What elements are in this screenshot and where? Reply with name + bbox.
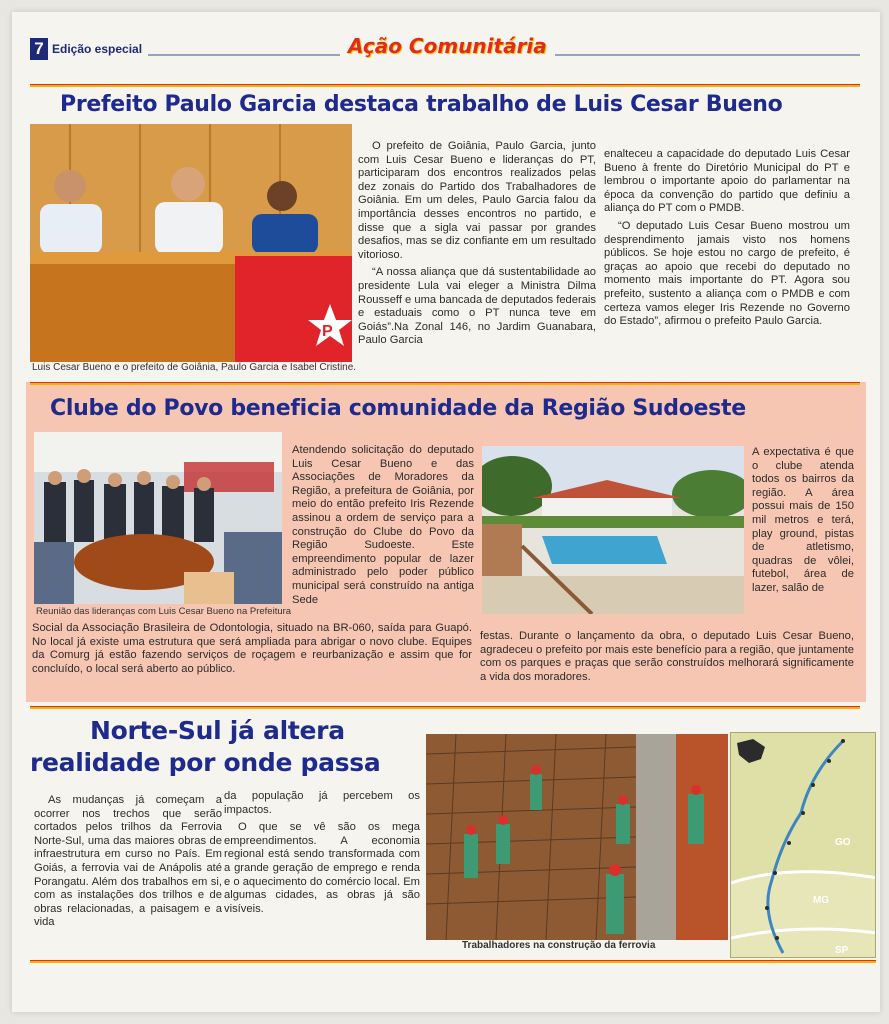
article2-col2-cont: festas. Durante o lançamento da obra, o deputado Luis Cesar Bueno, agradeceu o prefeito por mais este benefício para a região, que juntamente com os parques e praças que serão construídos melhorará significamente a vida dos moradores. <box>480 630 854 683</box>
article1-col1-para1: O prefeito de Goiânia, Paulo Garcia, junto com Luis Cesar Bueno e lideranças do PT, participaram dos encontros realizados pelas dez zonais do Partido dos Trabalhadores de Goiânia. Em um deles, Paulo Garcia falou da importância desses encontros no partido, e disse que a sigla vai passar por grandes desafios, mas se diz confiante em um resultado vitorioso. <box>358 140 596 261</box>
article3-caption: Trabalhadores na construção da ferrovia <box>462 940 656 951</box>
map-label-sp: SP <box>835 945 849 956</box>
map-label-mg: MG <box>813 895 830 906</box>
page-number: 7 <box>30 38 48 60</box>
map-label-go: GO <box>835 837 851 848</box>
railway-map <box>730 732 876 958</box>
article3-headline-line2: realidade por onde passa <box>30 748 381 777</box>
article3-col2 <box>224 790 420 920</box>
article1-headline: Prefeito Paulo Garcia destaca trabalho de Luis Cesar Bueno <box>60 92 783 117</box>
article1-caption: Luis Cesar Bueno e o prefeito de Goiânia, Paulo Garcia e Isabel Cristine. <box>32 362 357 373</box>
article2-col2: A expectativa é que o clube atenda todos os bairros da região. A área possui mais de 150 mil metros e terá, play ground, pistas de atletismo, quadras de vôlei, futebol, área de lazer, salão de <box>752 446 854 594</box>
article2-col1: Atendendo solicitação do deputado Luis Cesar Bueno e das Associações de Moradores da Região, a prefeitura de Goiânia, por meio do então prefeito Iris Rezende assinou a ordem de serviço para a construção do Clube do Povo da Região Sudoeste. Este empreendimento popular de lazer administrado pelo poder público municipal será construído na antiga Sede <box>292 444 474 606</box>
page-header <box>30 34 860 66</box>
article3-rule-top <box>30 706 860 709</box>
article1-col1 <box>358 140 596 352</box>
article3-photo-railway <box>426 734 728 940</box>
article2-col1-cont: Social da Associação Brasileira de Odontologia, situado na BR-060, saída para Guapó. No local já existe uma estrutura que será ampliada para abrigar o novo clube. Equipes da Comurg já estão fazendo serviços de roçagem e reurbanização e assim que for concluído, o local será aberto ao público. <box>32 622 472 675</box>
article1-col2 <box>604 148 850 333</box>
headline-rule-top <box>30 84 860 87</box>
bottom-rule <box>30 960 876 963</box>
edition-label: Edição especial <box>52 42 143 56</box>
article1-col2-para2: “O deputado Luis Cesar Bueno mostrou um desprendimento jamais visto nos homens públicos. Se hoje estou no cargo de prefeito, é graças ao apoio que recebi do deputado no momento mais importante do PT. Agora sou prefeito, sustento a aliança com o PMDB e com certeza vamos eleger Iris Rezende no Governo do Estado”, afirmou o prefeito Paulo Garcia. <box>604 219 850 328</box>
article1-photo <box>30 124 352 362</box>
article1-col1-para2: “A nossa aliança que dá sustentabilidade ao presidente Lula vai eleger a Ministra Dilma Rousseff e uma bancada de deputados federais e estaduais como o PT nunca teve em Goiás”.Na Zonal 146, no Jardim Guanabara, Paulo Garcia <box>358 266 597 347</box>
article3-col1 <box>34 794 222 934</box>
article1-col2-para1: enalteceu a capacidade do deputado Luis Cesar Bueno à frente do Diretório Municipal do PT e lembrou o importante apoio do parlamentar na época da convenção do partido que definiu a aliança do PT com o PMDB. <box>604 148 850 215</box>
article2-rule <box>30 382 860 385</box>
newspaper-page <box>12 12 880 1012</box>
article3-col1-para1: As mudanças já começam a ocorrer nos trechos que serão cortados pelos trilhos da Ferrovia Norte-Sul, uma das maiores obras de infraestrutura em curso no País. Em Goiás, a ferrovia vai de Anápolis até Porangatu. Além dos trabalhos em si, com as instalações dos trilhos e de obras relacionadas, a paisagem e a vida <box>34 794 222 929</box>
section-title: Ação Comunitária <box>340 34 555 58</box>
article2-caption: Reunião das lideranças com Luis Cesar Bueno na Prefeitura <box>36 606 292 617</box>
article3-col2-para2: O que se vê são os mega empreendimentos. A economia regional está sendo transformada com a grande geração de emprego e renda e o aquecimento do comércio local. Em algumas cidades, as obras já são visíveis. <box>224 821 420 915</box>
svg-text:P: P <box>322 323 333 340</box>
article2-photo-meeting <box>34 432 282 604</box>
article3-col2-para1: da população já percebem os impactos. <box>224 790 420 816</box>
article3-headline-line1: Norte-Sul já altera <box>90 716 345 745</box>
article2-photo-club <box>482 446 744 614</box>
article2-headline: Clube do Povo beneficia comunidade da Região Sudoeste <box>50 396 746 421</box>
